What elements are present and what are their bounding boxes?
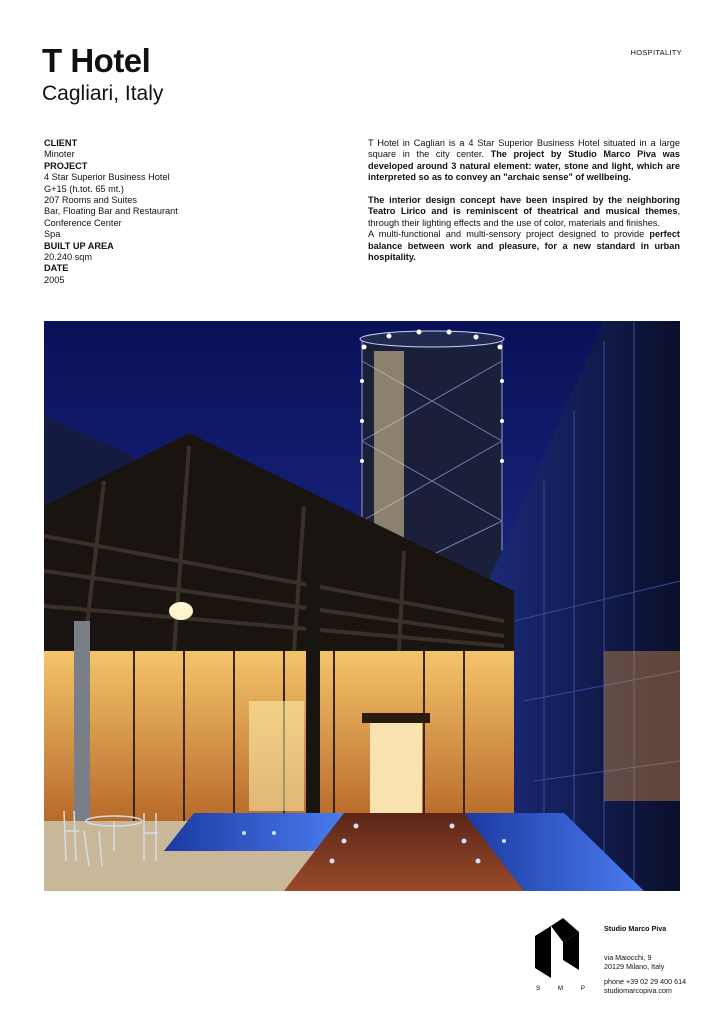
logo-letter: S (536, 985, 542, 992)
hotel-photo (44, 321, 680, 891)
steel-column (74, 621, 90, 821)
logo-letter: P (580, 985, 586, 992)
pendant-lamp (169, 602, 193, 620)
area-label: BUILT UP AREA (44, 240, 114, 251)
entrance-frame (362, 713, 430, 723)
description-highlight: The interior design concept have been inspired by the neighboring Teatro Lirico and is reminiscent of theatrical and musical themes (368, 195, 680, 217)
studio-address (604, 953, 686, 971)
project-line: Conference Center (44, 217, 122, 228)
logo-letters (536, 985, 586, 992)
project-line: 207 Rooms and Suites (44, 195, 137, 206)
description-text: T Hotel in Cagliari is a 4 Star Superior Business Hotel situated in a large square in the city center. (368, 138, 680, 160)
address-line: via Maiocchi, 9 (604, 953, 652, 962)
description-paragraph-1 (368, 138, 680, 184)
logo-letter: M (557, 985, 565, 992)
facade-lit-window (604, 651, 680, 801)
studio-phone: phone +39 02 29 400 614 (604, 977, 687, 986)
project-line: G+15 (h.tot. 65 mt.) (44, 183, 124, 194)
area-value: 20.240 sqm (44, 252, 93, 263)
client-value: Minoter (44, 149, 75, 160)
description-highlight: The project by Studio Marco Piva was developed around 3 natural element: water, stone and light, which are interpreted so as to convey an "archaic sense" of wellbeing. (368, 149, 681, 183)
description-text: , through their lighting effects and the use of color, materials and finishes. (368, 206, 680, 228)
project-line: Bar, Floating Bar and Restaurant (44, 206, 178, 217)
reflecting-pool-left (164, 813, 344, 851)
project-line: Spa (44, 229, 61, 240)
project-line: 4 Star Superior Business Hotel (44, 172, 170, 183)
description-paragraph-3 (368, 229, 680, 263)
date-value: 2005 (44, 274, 65, 285)
project-specs (44, 138, 284, 286)
smp-logo-icon (535, 918, 579, 978)
category-label: HOSPITALITY (630, 48, 682, 57)
description-highlight: perfect balance between work and pleasure, for a new standard in urban hospitality. (368, 229, 680, 263)
description-text: A multi-functional and multi-sensory project designed to provide (368, 229, 650, 240)
studio-contact-details (604, 977, 686, 995)
project-title: T Hotel (42, 42, 151, 79)
studio-contact (604, 924, 686, 995)
studio-name: Studio Marco Piva (604, 924, 667, 933)
description-paragraph-2 (368, 195, 680, 229)
lobby-light-panel (249, 701, 304, 811)
project-location: Cagliari, Italy (42, 82, 164, 105)
entrance-door (370, 721, 422, 816)
studio-website: studiomarcopiva.com (604, 986, 672, 995)
project-description (368, 138, 680, 263)
client-label: CLIENT (44, 138, 78, 148)
date-label: DATE (44, 263, 69, 274)
address-line: 20129 Milano, Italy (604, 962, 665, 971)
project-label: PROJECT (44, 160, 88, 171)
hotel-night-illustration (44, 321, 680, 891)
